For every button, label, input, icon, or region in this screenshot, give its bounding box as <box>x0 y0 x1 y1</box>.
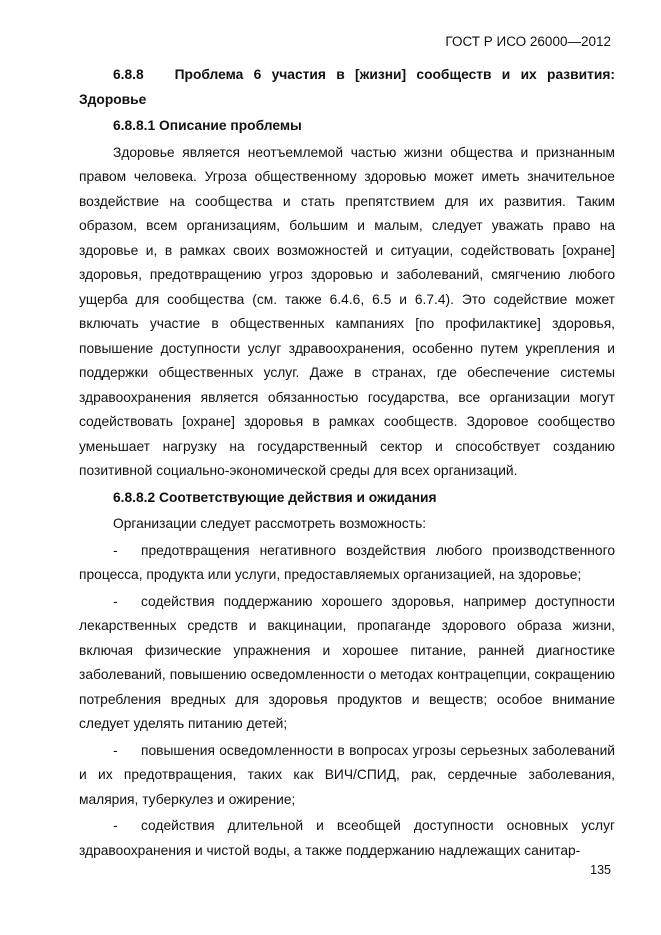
list-dash: - <box>113 542 118 558</box>
list-item <box>79 814 615 863</box>
list-item-text: предотвращения негативного воздействия любого производственного процесса, продукта или услуги, предоставляемых организацией, на здоровье; <box>79 542 615 582</box>
list-dash: - <box>113 742 118 758</box>
list-item-text: повышения осведомленности в вопросах угрозы серьезных заболеваний и их предотвращения, таких как ВИЧ/СПИД, рак, сердечные заболевания, малярия, туберкулез и ожирение; <box>79 742 615 807</box>
document-standard-header: ГОСТ Р ИСО 26000—2012 <box>445 34 611 49</box>
section-number: 6.8.8 <box>113 67 144 82</box>
section-heading-6-8-8 <box>79 63 615 112</box>
list-dash: - <box>113 593 118 609</box>
list-item <box>79 539 615 588</box>
subsection-heading-6-8-8-2: 6.8.8.2 Соответствующие действия и ожидания <box>113 489 437 505</box>
paragraph-intro: Организации следует рассмотреть возможность: <box>113 516 427 531</box>
list-item-text: содействия длительной и всеобщей доступности основных услуг здравоохранения и чистой воды, а также поддержанию надлежащих санитар- <box>79 818 615 858</box>
document-body <box>79 63 615 863</box>
list-dash: - <box>113 818 118 833</box>
list-item <box>79 739 615 813</box>
paragraph-problem-description: Здоровье является неотъемлемой частью жизни общества и признанным правом человека. Угроза общественному здоровью может иметь значительное воздействие на сообщества и стать препятствием для их развития. Таким образом, всем организациям, большим и малым, следует уважать право на здоровье и, в рамках своих возможностей и ситуации, содействовать [охране] здоровья, предотвращению угроз здоровью и заболеваний, смягчению любого ущерба для сообщества (см. также 6.4.6, 6.5 и 6.7.4). Это содействие может включать участие в общественных кампаниях [по профилактике] здоровья, повышение доступности услуг здравоохранения, особенно путем укрепления и поддержки общественных услуг. Даже в странах, где обеспечение системы здравоохранения является обязанностью государства, все организации могут содействовать [охране] здоровья в рамках сообществ. Здоровое сообщество уменьшает нагрузку на государственный сектор и способствует созданию позитивной социально-экономической среды для всех организаций. <box>79 144 615 478</box>
section-title: Проблема 6 участия в [жизни] сообществ и их развития: Здоровье <box>79 67 616 107</box>
list-item-text: содействия поддержанию хорошего здоровья, например доступности лекарственных средств и вакцинации, пропаганде здорового образа жизни, включая физические упражнения и хорошее питание, ранней диагностике заболеваний, повышению осведомленности о методах контрацепции, сокращению потребления вредных для здоровья продуктов и веществ; особое внимание следует уделять питанию детей; <box>79 593 615 731</box>
page-number: 135 <box>590 863 611 877</box>
list-item <box>79 590 615 737</box>
subsection-heading-6-8-8-1: 6.8.8.1 Описание проблемы <box>113 118 302 133</box>
